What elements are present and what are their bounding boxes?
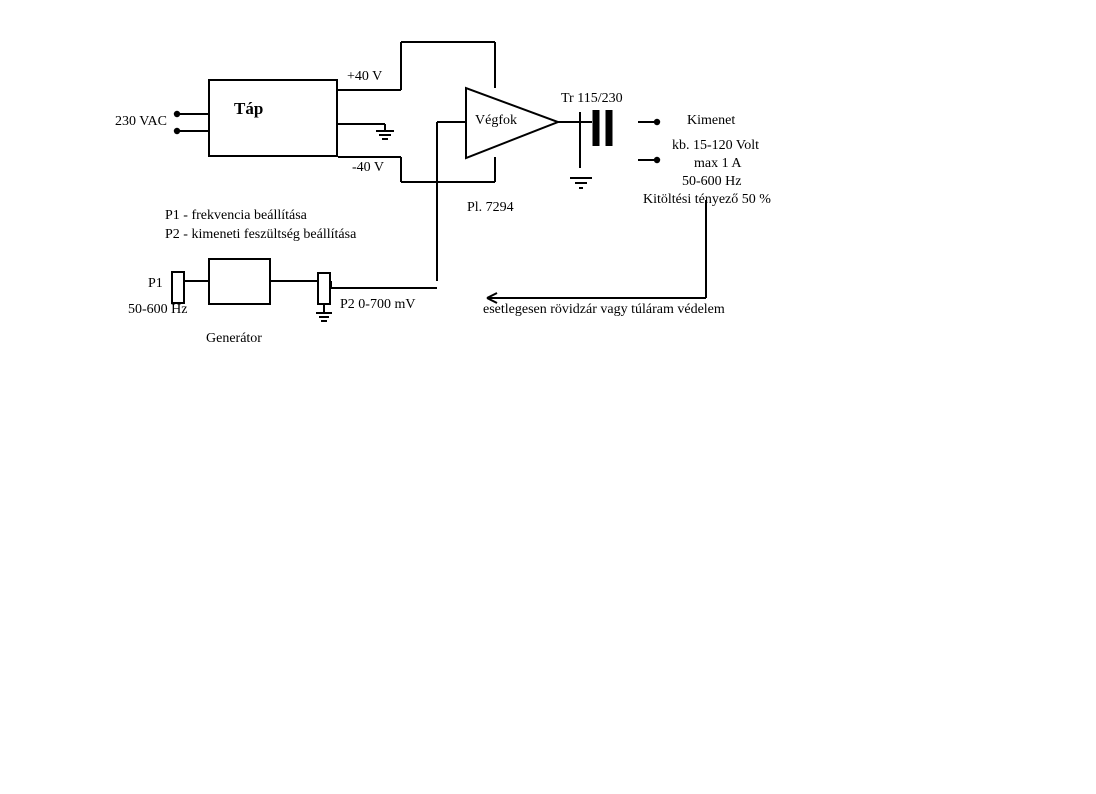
note-p2-function: P2 - kimeneti feszültség beállítása <box>165 227 357 242</box>
label-transformer: Tr 115/230 <box>561 91 623 106</box>
label-mains-input: 230 VAC <box>115 114 168 129</box>
block-power-supply <box>208 79 338 157</box>
label-output-current: max 1 A <box>694 156 742 171</box>
label-protection: esetlegesen rövidzár vagy túláram védelem <box>483 302 725 317</box>
label-rail-positive: +40 V <box>347 69 383 84</box>
potentiometer-p2 <box>317 272 331 305</box>
label-output-frequency: 50-600 Hz <box>682 174 742 189</box>
label-output-title: Kimenet <box>687 113 736 128</box>
block-power-supply-label: Táp <box>234 99 264 118</box>
label-rail-negative: -40 V <box>352 160 385 175</box>
block-amplifier-label: Végfok <box>475 113 517 128</box>
label-p1-range: 50-600 Hz <box>128 302 188 317</box>
label-ic-type: Pl. 7294 <box>467 200 514 215</box>
potentiometer-p1 <box>171 271 185 304</box>
block-generator-label: Generátor <box>206 331 262 346</box>
block-generator <box>208 258 271 305</box>
label-p2: P2 0-700 mV <box>340 297 416 312</box>
label-output-voltage: kb. 15-120 Volt <box>672 138 759 153</box>
label-duty-cycle: Kitöltési tényező 50 % <box>643 192 771 207</box>
label-p1: P1 <box>148 276 163 291</box>
note-p1-function: P1 - frekvencia beállítása <box>165 208 307 223</box>
